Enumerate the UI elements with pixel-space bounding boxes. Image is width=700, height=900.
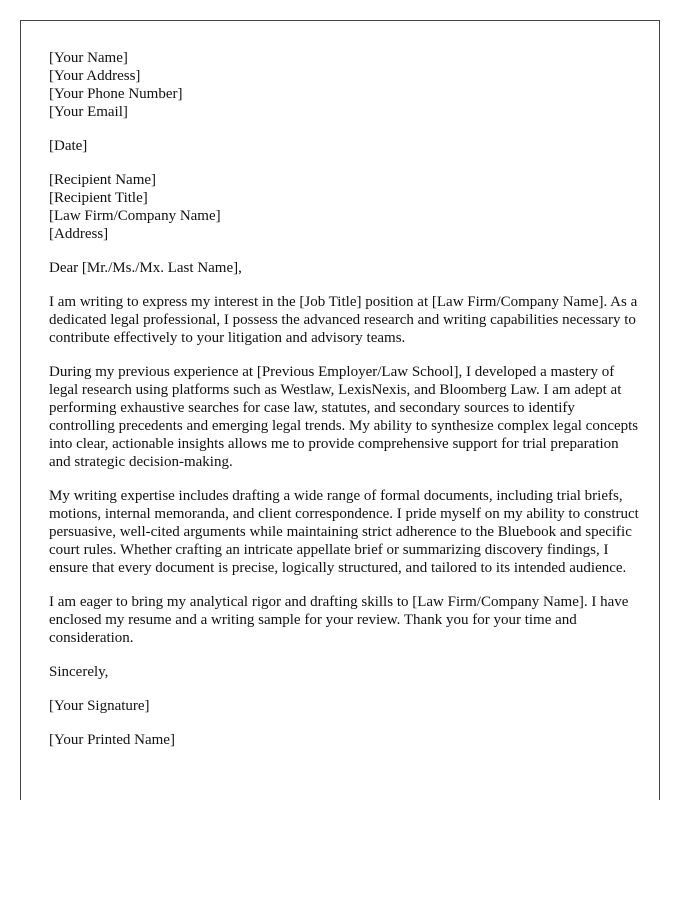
letter-content bbox=[49, 49, 639, 765]
closing: Sincerely, bbox=[49, 664, 109, 680]
signature: [Your Signature] bbox=[49, 698, 150, 714]
sender-email: [Your Email] bbox=[49, 104, 128, 120]
salutation: Dear [Mr./Ms./Mx. Last Name], bbox=[49, 260, 242, 276]
sender-name: [Your Name] bbox=[49, 50, 128, 66]
recipient-name: [Recipient Name] bbox=[49, 172, 157, 188]
recipient-company: [Law Firm/Company Name] bbox=[49, 208, 221, 224]
sender-block bbox=[49, 49, 639, 121]
printed-name: [Your Printed Name] bbox=[49, 732, 175, 748]
sender-phone: [Your Phone Number] bbox=[49, 86, 183, 102]
recipient-title: [Recipient Title] bbox=[49, 190, 148, 206]
recipient-address: [Address] bbox=[49, 226, 109, 242]
body-paragraph-writing: My writing expertise includes drafting a wide range of formal documents, including trial briefs, motions, internal memoranda, and client correspondence. I pride myself on my ability to construct persuasive, well-cited arguments while maintaining strict adherence to the Bluebook and specific court rules. Whether crafting an intricate appellate brief or summarizing discovery findings, I ensure that every document is precise, logically structured, and tailored to its intended audience. bbox=[49, 488, 639, 576]
date-block bbox=[49, 137, 639, 155]
body-paragraph-closing: I am eager to bring my analytical rigor and drafting skills to [Law Firm/Company Name]. I have enclosed my resume and a writing sample for your review. Thank you for your time and consideration. bbox=[49, 594, 629, 646]
letter-page bbox=[20, 20, 660, 800]
sender-address: [Your Address] bbox=[49, 68, 141, 84]
body-paragraph-research: During my previous experience at [Previous Employer/Law School], I developed a mastery of legal research using platforms such as Westlaw, LexisNexis, and Bloomberg Law. I am adept at performing exhaustive searches for case law, statutes, and secondary sources to identify controlling precedents and emerging legal trends. My ability to synthesize complex legal concepts into clear, actionable insights allows me to provide comprehensive support for trial preparation and strategic decision-making. bbox=[49, 364, 639, 470]
body-paragraph-intro: I am writing to express my interest in the [Job Title] position at [Law Firm/Company Name]. As a dedicated legal professional, I possess the advanced research and writing capabilities necessary to contribute effectively to your litigation and advisory teams. bbox=[49, 294, 638, 346]
recipient-block bbox=[49, 171, 639, 243]
letter-date: [Date] bbox=[49, 138, 88, 154]
